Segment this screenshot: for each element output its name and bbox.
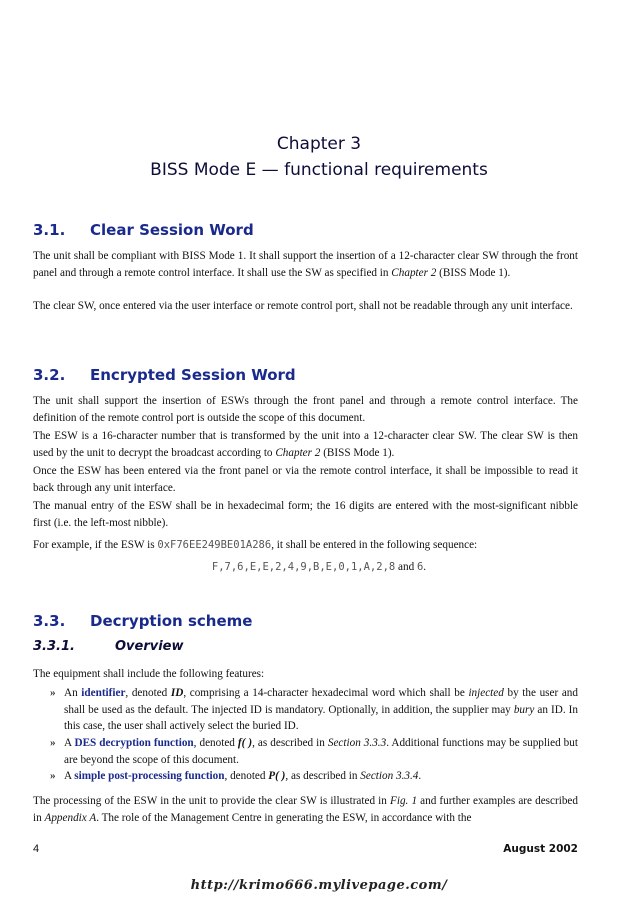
section-title: Decryption scheme: [90, 612, 253, 630]
text: , comprising a 14-character hexadecimal word which shall be: [183, 687, 469, 699]
bullet-icon: »: [50, 737, 56, 749]
text: .: [418, 770, 422, 782]
page-number: 4: [33, 843, 40, 855]
text: , it shall be entered in the following sequence:: [271, 539, 478, 551]
paragraph: The unit shall support the insertion of ESWs through the front panel and through a remote control interface. The definition of the remote control port is outside the scope of this document.: [33, 395, 578, 424]
symbol: P( ): [268, 770, 286, 782]
paragraph: The manual entry of the ESW shall be in hexadecimal form; the 16 digits are entered with the most-significant nibble first (i.e. the left-most nibble).: [33, 500, 578, 529]
section-heading-3-3: [33, 612, 252, 630]
text: A: [64, 737, 75, 749]
text: . Additional functions may be supplied but are beyond the scope of this document.: [64, 737, 578, 766]
text: An: [64, 687, 82, 699]
section-reference: Section 3.3.3: [327, 737, 387, 749]
symbol: f( ): [237, 737, 253, 749]
term-highlight: identifier: [81, 687, 126, 699]
text: The processing of the ESW in the unit to provide the clear SW is illustrated in: [33, 795, 390, 807]
watermark-url: http://krimo666.mylivepage.com/: [190, 878, 448, 893]
paragraph: Once the ESW has been entered via the front panel or via the remote control interface, it shall be impossible to read it back through any unit interface.: [33, 465, 578, 494]
text: an ID. In this case, the user shall actively select the buried ID.: [64, 703, 578, 732]
figure-reference: Fig. 1: [390, 795, 418, 807]
entry-sequence: [0, 561, 638, 573]
paragraph: [33, 248, 578, 281]
list-item: [50, 768, 578, 785]
section-reference: Section 3.3.4: [360, 770, 419, 782]
paragraph: The equipment shall include the following features:: [33, 668, 265, 680]
paragraph: [33, 793, 578, 826]
text: and further examples are described in: [33, 795, 578, 824]
subsection-heading-3-3-1: [33, 639, 184, 654]
list-item: [50, 735, 578, 768]
term-highlight: simple post-processing function: [74, 770, 225, 782]
section-heading-3-2: [33, 366, 296, 384]
symbol: ID: [170, 687, 184, 699]
subsection-title: Overview: [115, 639, 184, 654]
bullet-icon: »: [50, 687, 56, 699]
footer-date: August 2002: [503, 843, 578, 855]
text: , denoted: [125, 687, 171, 699]
section-title: Clear Session Word: [90, 221, 254, 239]
emphasis: bury: [513, 703, 535, 716]
text: , as described in: [285, 770, 361, 782]
text: . The role of the Management Centre in generating the ESW, in accordance with the: [96, 811, 472, 824]
text: A: [64, 770, 75, 782]
paragraph: [33, 537, 578, 554]
paragraph: The clear SW, once entered via the user interface or remote control port, shall not be readable through any unit interface.: [33, 300, 573, 312]
chapter-number: Chapter 3: [276, 134, 362, 154]
text: (BISS Mode 1).: [320, 446, 395, 459]
esw-example-code: 0xF76EE249BE01A286: [157, 539, 272, 551]
text: For example, if the ESW is: [33, 539, 158, 551]
chapter-title: BISS Mode E — functional requirements: [150, 160, 488, 180]
chapter-reference: Chapter 2: [391, 266, 437, 279]
section-title: Encrypted Session Word: [90, 366, 296, 384]
text: and: [395, 561, 417, 573]
bullet-icon: »: [50, 770, 56, 782]
section-heading-3-1: [33, 221, 254, 239]
appendix-reference: Appendix A: [44, 811, 97, 824]
text: .: [423, 561, 427, 573]
text: The unit shall be compliant with BISS Mode 1. It shall support the insertion of a 12-character clear SW through the front panel and through a remote control interface. It shall use the SW as specified in: [33, 250, 578, 279]
text: , denoted: [224, 770, 269, 782]
term-highlight: DES decryption function: [74, 737, 194, 749]
section-number: 3.1.: [33, 221, 66, 239]
sequence-code: F,7,6,E,E,2,4,9,B,E,0,1,A,2,8: [211, 561, 396, 573]
section-number: 3.3.: [33, 612, 66, 630]
text: The ESW is a 16-character number that is transformed by the unit into a 12-character clear SW. The clear SW is then used by the unit to decrypt the broadcast according to: [33, 430, 578, 459]
chapter-reference: Chapter 2: [275, 446, 321, 459]
paragraph: [33, 428, 578, 461]
section-number: 3.2.: [33, 366, 66, 384]
subsection-number: 3.3.1.: [33, 639, 75, 654]
sequence-code-last: 6: [416, 561, 424, 573]
list-item: [50, 685, 578, 735]
text: by the user and shall be used as the default. The injected ID is mandatory. Optionally, in addition, the supplier may: [64, 687, 578, 716]
text: , denoted: [193, 737, 238, 749]
emphasis: injected: [468, 687, 504, 699]
text: , as described in: [252, 737, 328, 749]
text: (BISS Mode 1).: [436, 266, 511, 279]
